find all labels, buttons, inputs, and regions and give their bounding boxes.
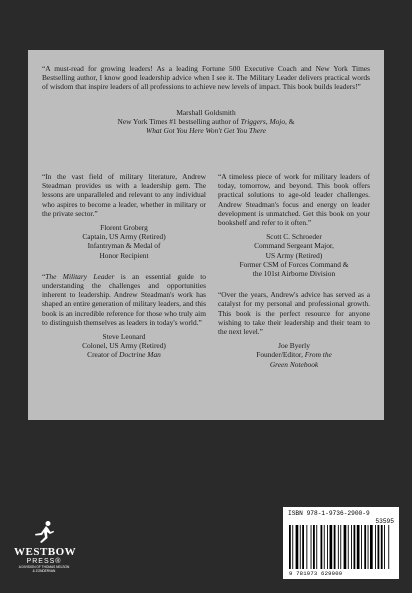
byerly-attribution: Joe Byerly Founder/Editor, From the Green Notebook [256, 341, 332, 369]
byerly-quote: “Over the years, Andrew's advice has served as a catalyst for my personal and professional growth. This book is the perfect resource for anyone wishing to take their leadership and their team to the next level.” [218, 290, 370, 337]
endorsements-panel [28, 50, 384, 420]
goldsmith-book-title: What Got You Here Won't Get You There [146, 126, 266, 136]
groberg-attribution: Florent Groberg Captain, US Army (Retired) Infantryman & Medal of Honor Recipient [82, 223, 166, 260]
schroeder-quote: “A timeless piece of work for military leaders of today, tomorrow, and beyond. This book offers practical solutions to age-old leader challenges. Andrew Steadman's focus and energy on leader development is unmatched. Get this book on your bookshelf and refer to it often.” [218, 172, 370, 228]
publisher-name: WESTBOW [14, 546, 77, 558]
publisher-sub: PRESS® [26, 558, 62, 565]
barcode [283, 507, 399, 579]
goldsmith-quote: “A must-read for growing leaders! As a leading Fortune 500 Executive Coach and New York Times Bestselling author, I know good leadership advice when I see it. The Military Leader delivers practical words of wisdom that inspire leaders of all professions to achieve new levels of impact. This book builds leaders!” [42, 64, 370, 92]
runner-icon [31, 520, 57, 544]
ean-text: 9 781973 629009 [289, 570, 343, 577]
leonard-quote: “The Military Leader is an essential guide to understanding the challenges and opportunities inherent to leadership. Andrew Steadman's work has shaped an entire generation of military leaders, and this book is an incredible reference for those who truly aim to distinguish themselves as leaders in today's world.” [42, 271, 206, 327]
goldsmith-name: Marshall Goldsmith [176, 108, 236, 117]
groberg-quote: “In the vast field of military literature, Andrew Steadman provides us with a leadership gem. The lessons are unparalleled and relevant to any individual who aspires to become a leader, whether in military or the private sector.” [42, 172, 206, 218]
left-column [42, 172, 206, 372]
publisher-logo [14, 520, 77, 580]
isbn-text: ISBN 978-1-9736-2900-9 [288, 510, 370, 517]
publisher-division: A DIVISION OF THOMAS NELSON & ZONDERVAN [18, 565, 70, 573]
schroeder-attribution: Scott C. Schroeder Command Sergeant Major, US Army (Retired) Former CSM of Forces Command & the 101st Airborne Division [239, 232, 349, 279]
barcode-bars [289, 525, 393, 569]
goldsmith-credentials: New York Times #1 bestselling author of Triggers, Mojo, & [117, 117, 295, 127]
leonard-attribution: Steve Leonard Colonel, US Army (Retired) Creator of Doctrine Man [82, 332, 166, 360]
goldsmith-attribution [42, 108, 370, 136]
right-column [218, 172, 370, 381]
price-code: 53595 [375, 518, 394, 525]
